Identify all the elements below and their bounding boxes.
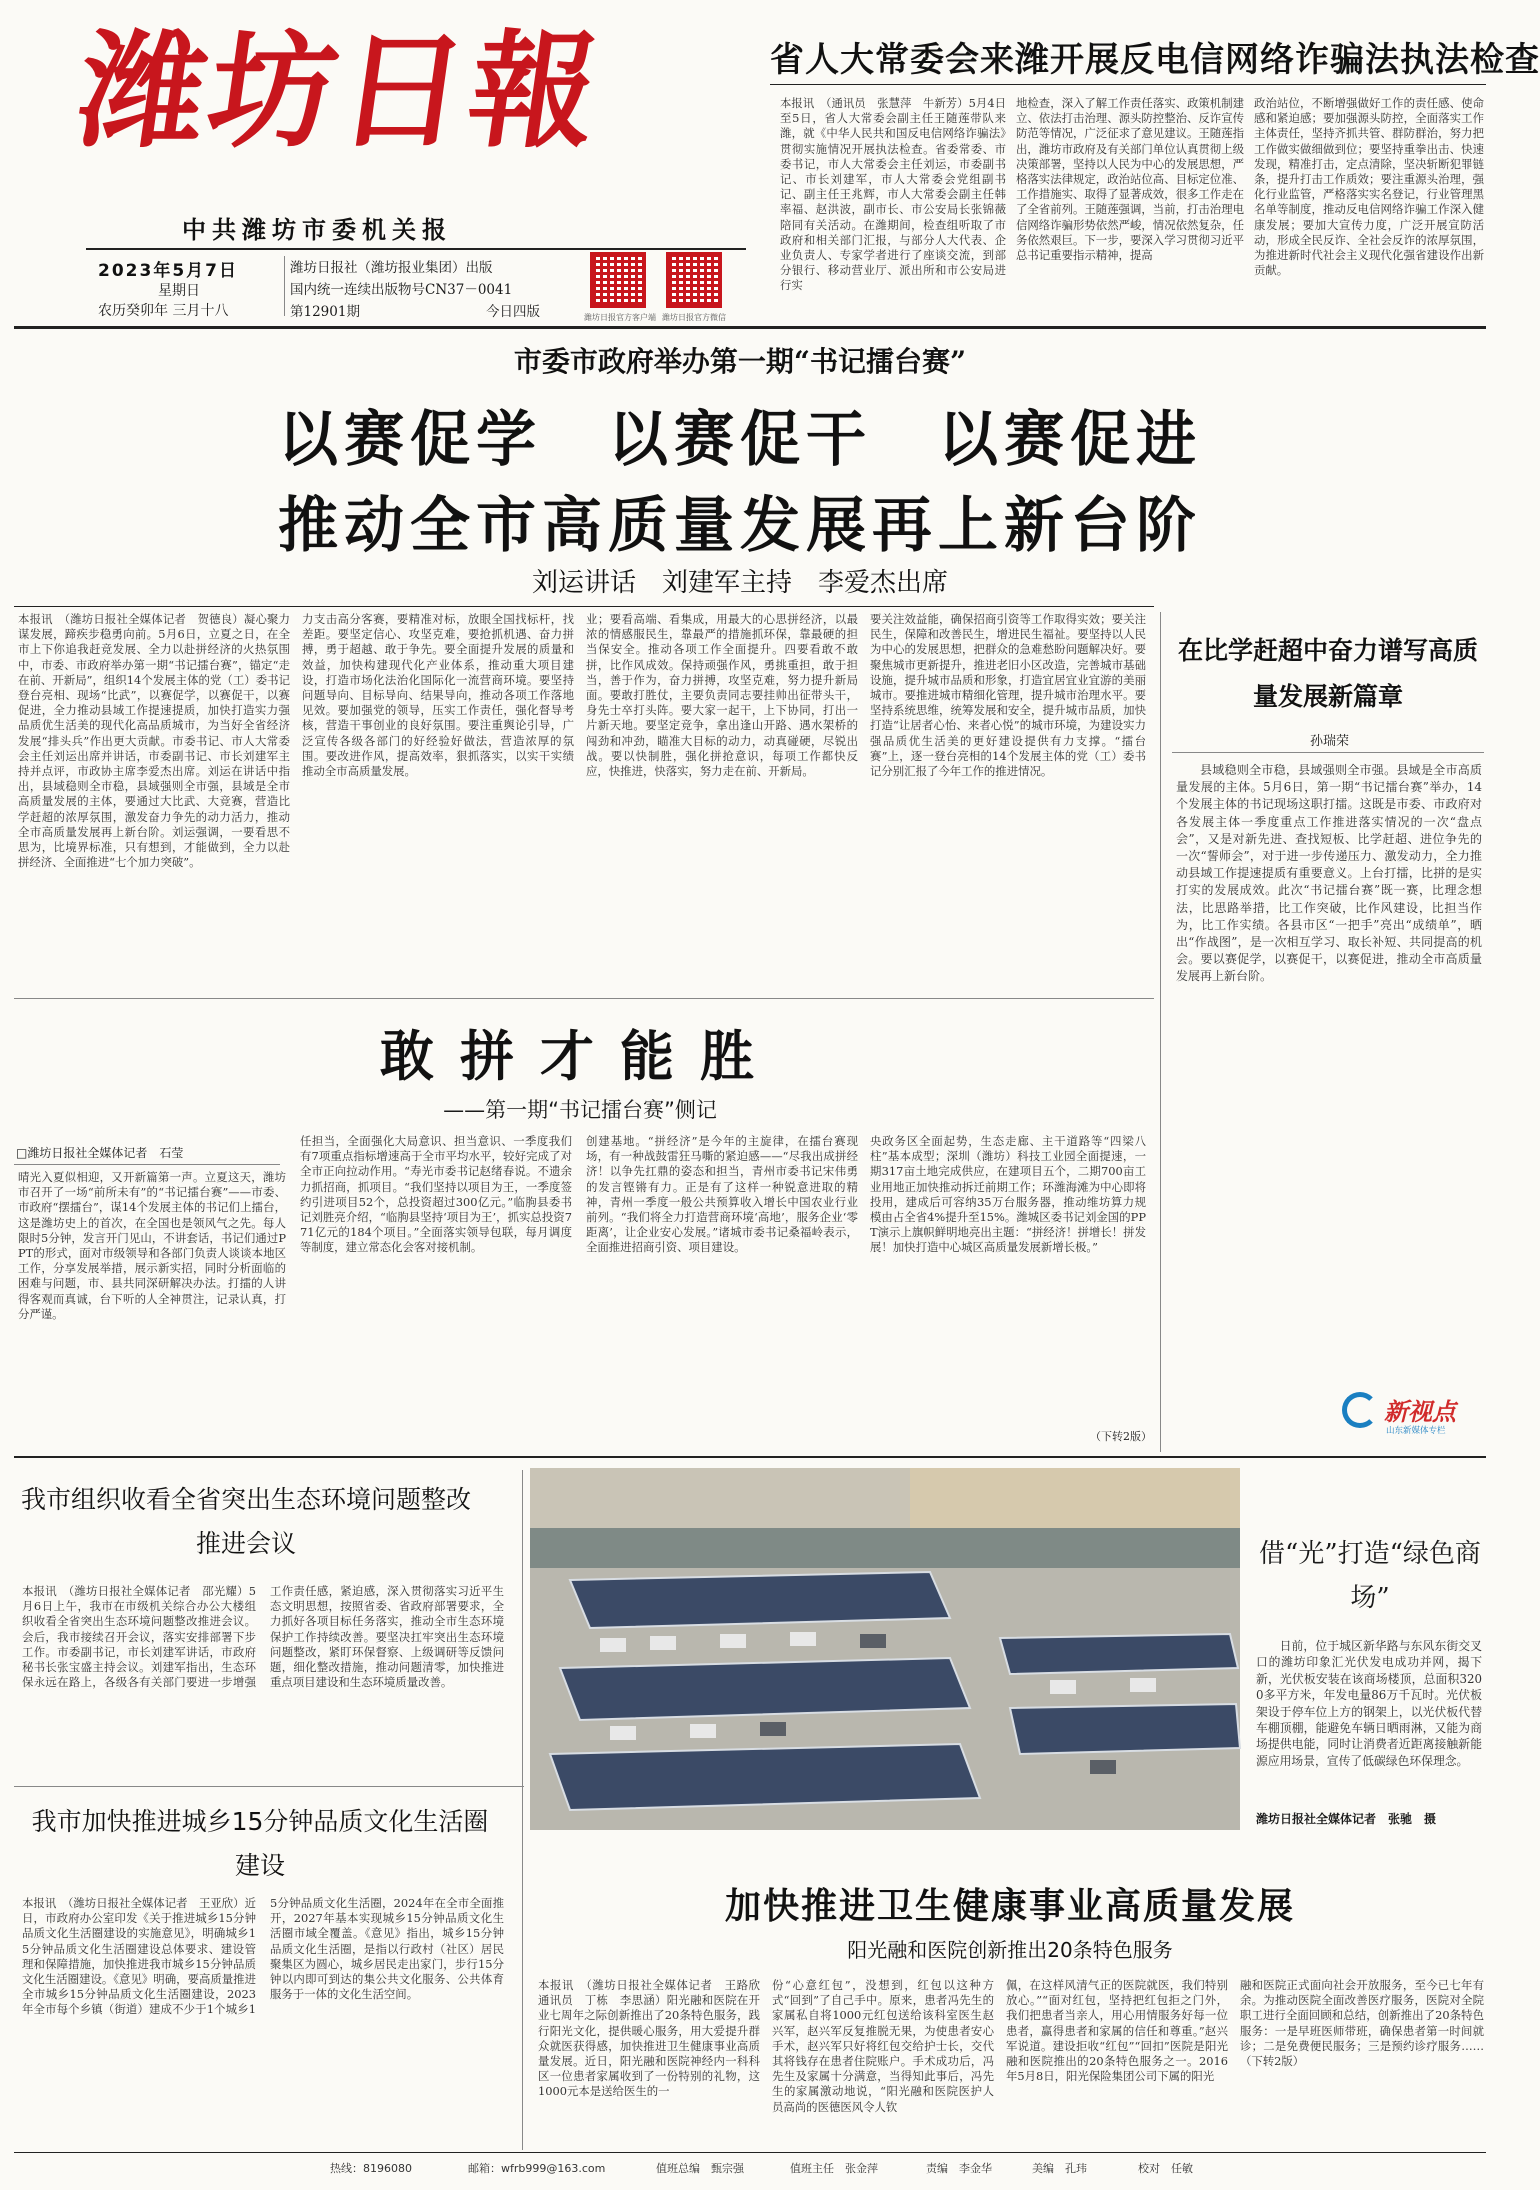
qr-code-wechat[interactable] [666, 252, 722, 308]
top-story-headline[interactable]: 省人大常委会来潍开展反电信网络诈骗法执法检查 [770, 40, 1540, 80]
culture-headline[interactable]: 我市加快推进城乡15分钟品质文化生活圈建设 [31, 1807, 489, 1880]
health-col-3: 佩，在这样风清气正的医院就医，我们特别放心。”“面对红包，坚持把红包拒之门外，我们把患者当亲人，用心用情服务好每一位患者，赢得患者和家属的信任和尊重。”赵兴军说道。建设拒收“红包”“回扣”医院是阳光融和医院推出的20条特色服务之一。2016年5月8日，阳光保险集团公司下属的阳光 [1006, 1978, 1228, 2084]
xinshidian-sub: 山东新媒体专栏 [1386, 1426, 1446, 1436]
commentary-headline[interactable]: 在比学赶超中奋力谱写高质量发展新篇章 [1177, 636, 1478, 711]
photo-caption: 日前，位于城区新华路与东风东街交叉口的潍坊印象汇光伏发电成功并网，揭下新，光伏板安装在该商场楼顶，总面积3200多平方米，年发电量86万千瓦时。光伏板架设于停车位上方的钢架上，以光伏板代替车棚顶棚，能避免车辆日晒雨淋，又能为商场提供电能，同时让消费者近距离接触新能源应用场景，宣传了低碳绿色环保理念。 [1256, 1639, 1482, 1768]
photo-credit: 潍坊日报社全媒体记者 张驰 摄 [1256, 1812, 1437, 1826]
commentary-text: 县域稳则全市稳，县域强则全市强。县域是全市高质量发展的主体。5月6日，第一期“书记擂台赛”举办，14个发展主体的书记现场这职打擂。这既是市委、市政府对各发展主体一季度重点工作推进落实情况的一次“盘点会”，又是对新先进、查找短板、比学赶超、进位争先的一次“誓师会”，对于进一步传递压力、激发动力，全力推动县域工作提速提质有重要意义。上台打擂，比拼的是实打实的发展成效。此次“书记擂台赛”既一赛，比理念想法，比思路举措，比工作突破，比作风建设，比担当作为，比工作实绩。各县市区“一把手”亮出“成绩单”，晒出“作战图”，是一次相互学习、取长补短、共同提高的机会。要以赛促学，以赛促干，以赛促进，推动全市高质量发展再上新台阶。 [1176, 763, 1482, 984]
top-story-col-1: 本报讯 （通讯员 张慧萍 牛新芳）5月4日至5日，省人大常委会副主任王随莲带队来潍，就《中华人民共和国反电信网络诈骗法》贯彻实施情况开展执法检查。省委常委、市委书记，市人大常委会主任刘运，市委副书记、市长刘建军，市人大常委会党组副书记、副主任王兆辉，市人大常委会副主任韩率福、赵洪波，副市长、市公安局长张锦薇陪同有关活动。在潍期间，检查组听取了市政府和相关部门汇报，与部分人大代表、企业负责人、专家学者进行了座谈交流，到部分银行、移动营业厅、派出所和市公安局进行实 [780, 96, 1006, 293]
lead-headline-line1[interactable]: 以赛促学 以赛促干 以赛促进 [278, 405, 1202, 475]
issue-number: 第12901期 [290, 304, 360, 320]
health-col-1: 本报讯 （潍坊日报社全媒体记者 王路欣 通讯员 丁栋 李思涵）阳光融和医院在开业七周年之际创新推出了20条特色服务，践行阳光文化，提供暖心服务，用大爱提升群众就医获得感，加快推进卫生健康事业高质量发展。近日，阳光融和医院神经内一科科区一位患者家属收到了一份特别的礼物，这1000元本是送给医生的一 [538, 1978, 772, 2099]
commentary-byline: 孙瑞荣 [1310, 734, 1350, 749]
footer-editor: 责编 李金华 [926, 2162, 992, 2175]
qr-caption-wechat: 潍坊日报官方微信 [662, 313, 726, 322]
xinshidian-logo: 新视点 [1384, 1398, 1456, 1426]
health-col-4: 融和医院正式面向社会开放服务，至今已七年有余。为推动医院全面改善医疗服务，医院对全院职工进行全面回顾和总结，创新推出了20条特色服务：一是早班医师带班，确保患者第一时间就诊；二是免费便民服务；三是预约诊疗服务……（下转2版） [1240, 1978, 1484, 2069]
issue-date: 2023年5月7日 [98, 261, 238, 281]
feature-col-3: 创建基地。“拼经济”是今年的主旋律，在擂台赛现场，有一种战鼓雷狂马嘶的紧迫感——“尽我出成拼经济！以争先扛鼎的姿态和担当，青州市委书记宋伟勇的发言铿锵有力。正是有了这样一种锐意进取的精神，青州一季度一般公共预算收入增长中国农业行业前列。“我们将全力打造营商环境‘高地’，服务企业‘零距离’，让企业安心发展。”诸城市委书记桑福岭表示，全面推进招商引资、项目建设。 [586, 1134, 858, 1255]
feature-byline: □潍坊日报社全媒体记者 石莹 [16, 1146, 184, 1160]
masthead-subtitle: 中共潍坊市委机关报 [182, 216, 452, 244]
health-col-2: 份“心意红包”，没想到，红包以这种方式“回到”了自己手中。原来，患者冯先生的家属私自将1000元红包送给该科室医生赵兴军，赵兴军反复推脱无果，为使患者安心手术，赵兴军只好将红包交给护士长，交代其将钱存在患者住院账户。手术成功后，冯先生及家属十分满意，当得知此事后，冯先生的家属激动地说，“阳光融和医院医护人员高尚的医德医风令人钦 [772, 1978, 994, 2114]
ecology-text: 本报讯 （潍坊日报社全媒体记者 邵光耀）5月6日上午，我市在市级机关综合办公大楼组织收看全省突出生态环境问题整改推进会议。会后，我市接续召开会议，落实安排部署下步工作。市委副书记，市长刘建军讲话，市政府秘书长张宝盛主持会议。刘建军指出，生态环保永远在路上，各级各有关部门要进一步增强工作责任感，紧迫感，深入贯彻落实习近平生态文明思想，按照省委、省政府部署要求，全力抓好各项目标任务落实，推动全市生态环境保护工作持续改善。要坚决扛牢突出生态环境问题整改，紧盯环保督察、上级调研等反馈问题，细化整改措施，推动问题清零，加快推进重点项目建设和生态环境质量改善。 [22, 1584, 504, 1690]
footer-designer: 美编 孔玮 [1032, 2162, 1087, 2175]
masthead [0, 0, 760, 322]
xinshidian-logo-icon [1342, 1392, 1378, 1428]
health-headline[interactable]: 加快推进卫生健康事业高质量发展 [724, 1886, 1295, 1927]
feature-col-1: 晴光入夏似相迎，又开新篇第一声。立夏这天，潍坊市召开了一场“前所未有”的“书记擂台赛”——市委、市政府“摆擂台”，谋14个发展主体的书记们上擂台，这是潍坊史上的首次，在全国也是领风气之先。每人限时5分钟，发言开门见山，不讲套话，书记们通过PPT的形式，面对市级领导和各部门负责人谈谈本地区工作，分享发展举措，展示新实招，同时分析面临的困难与问题，市、县共同深研解决办法。打擂的人讲得客观而真诚，台下听的人全神贯注，记录认真，打分严谨。 [18, 1170, 286, 1321]
ecology-headline[interactable]: 我市组织收看全省突出生态环境问题整改推进会议 [20, 1485, 471, 1558]
health-subhead: 阳光融和医院创新推出20条特色服务 [847, 1938, 1173, 1962]
qr-caption-app: 潍坊日报官方客户端 [584, 313, 656, 322]
footer-duty-chief: 值班总编 甄宗强 [656, 2162, 744, 2175]
qr-code-app[interactable] [590, 252, 646, 308]
top-story-col-3: 政治站位，不断增强做好工作的责任感、使命感和紧迫感；要加强源头防控，全面落实工作主体责任，坚持齐抓共管、群防群治，努力把工作做实做细做到位；要坚持重拳出击、快速发现，精准打击，定点清除，坚决斩断犯罪链条，提升打击工作质效；要注重源头治理，强化行业监管，严格落实实名登记，行业管理黑名单等制度，推动反电信网络诈骗工作深入健康发展；要加大宣传力度，广泛开展宣防活动，形成全民反诈、全社会反诈的浓厚氛围，为推进新时代社会主义现代化强省建设作出新贡献。 [1254, 96, 1484, 278]
lead-col-2: 力支击高分客赛，要精准对标，放眼全国找标杆，找差距。要坚定信心、攻坚克难，要抢抓机遇、奋力拼搏，勇于超越、敢于争先。要全面提升发展的质量和效益，加快构建现代化产业体系，推动重大项目建设，打造市场化法治化国际化一流营商环境。要坚持问题导向、目标导向、结果导向，推动各项工作落地见效。要加强党的领导，压实工作责任，强化督导考核，营造干事创业的良好氛围。要注重舆论引导，广泛宣传各级各部门的好经验好做法，营造浓厚的氛围。要改进作风，提高效率，狠抓落实，以实干实绩推动全市高质量发展。 [302, 612, 574, 779]
footer-duty-director: 值班主任 张金萍 [790, 2162, 878, 2175]
lead-subhead: 刘运讲话 刘建军主持 李爱杰出席 [531, 568, 948, 598]
feature-col-2: 任担当，全面强化大局意识、担当意识、一季度我们有7项重点指标增速高于全市平均水平，较好完成了对全市正向拉动作用。“寿光市委书记赵绪春说。不遗余力抓招商，抓项目。“我们坚持以项目为王，一季度签约引进项目52个，总投资超过300亿元。”临朐县委书记刘胜亮介绍，“临朐县坚持‘项目为王’，抓实总投资771亿元的184个项目。”全面落实领导包联，每月调度等制度，建立常态化会客对接机制。 [300, 1134, 572, 1255]
feature-col-4: 央政务区全面起势，生态走廊、主干道路等“四梁八柱”基本成型；深圳（潍坊）科技工业园全面提速，一期317亩土地完成供应，在建项目五个，二期700亩工业用地正加快推动拆迁前期工作；环潍海滩为中心即将投用，建成后可容纳35万台服务器，推动维坊算力规模由占全省4%提升至15%。潍城区委书记刘金国的PPT演示上旗帜鲜明地亮出主题：“拼经济！拼增长！拼发展！加快打造中心城区高质量发展新增长极。” [870, 1134, 1146, 1255]
lead-col-4: 要关注效益能，确保招商引资等工作取得实效；要关注民生，保障和改善民生，增进民生福祉。要坚持以人民为中心的发展思想，把群众的急难愁盼问题解决好。要聚焦城市更新提升，推进老旧小区改造，完善城市基础设施，提升城市品质和形象，打造宜居宜业宜游的美丽城市。要推进城市精细化管理，提升城市治理水平。要坚持系统思维，统筹发展和安全，提升城市品质，加快打造“让居者心怡、来者心悦”的城市环境，为建设实力强品质优生活美的更好建设提供有力支撑。“擂台赛”上，逐一登台亮相的14个发展主体的党（工）委书记分别汇报了今年工作的推进情况。 [870, 612, 1146, 779]
feature-headline[interactable]: 敢拼才能胜 [380, 1024, 780, 1088]
photo-feature-title[interactable]: 借“光”打造“绿色商场” [1259, 1539, 1481, 1613]
solar-parking-photo[interactable] [530, 1468, 1240, 1830]
footer-hotline: 热线：8196080 [330, 2162, 412, 2175]
culture-text: 本报讯 （潍坊日报社全媒体记者 王亚欣）近日，市政府办公室印发《关于推进城乡15分钟品质文化生活圈建设的实施意见》，明确城乡15分钟品质文化生活圈建设总体要求、建设管理和保障措施，加快推进我市城乡15分钟品质文化生活圈建设。《意见》明确，要高质量推进全市城乡15分钟品质文化生活圈建设，2023年全市每个乡镇（街道）建成不少于1个城乡15分钟品质文化生活圈，2024年在全市全面推开，2027年基本实现城乡15分钟品质文化生活圈市域全覆盖。《意见》指出，城乡15分钟品质文化生活圈，是指以行政村（社区）居民聚集区为圆心，城乡居民走出家门，步行15分钟以内即可到达的集公共文化服务、公共体育服务于一体的文化生活空间。 [22, 1896, 504, 2017]
footer-proofreader: 校对 任敏 [1138, 2162, 1193, 2175]
lead-col-3: 业；要看高端、看集成，用最大的心思拼经济，以最浓的情感服民生，靠最严的措施抓环保，靠最硬的担当保安全。推动各项工作全面提升。四要看敢不敢拼，比作风成效。保持顽强作风，勇挑重担，敢于担当，善于作为，奋力拼搏，攻坚克难，努力提升新局面。要敢打胜仗，主要负责同志要挂帅出征带头干，身先士卒打头阵。要大家一起干，上下协同，打出一片新天地。要坚定竞争，拿出逢山开路、遇水架桥的闯劲和冲劲，瞄准大目标的动力，动真碰硬，尽锐出战。要以快制胜，强化拼抢意识，每项工作都快反应，快推进，快落实，努力走在前、开新局。 [586, 612, 858, 779]
solar-parking-illustration [530, 1468, 1240, 1830]
lead-col-1: 本报讯 （潍坊日报社全媒体记者 贺德良）凝心聚力谋发展，蹄疾步稳勇向前。5月6日，立夏之日，在全市上下你追我赶竞发展、全力以赴拼经济的火热氛围中，市委、市政府举办第一期“书记擂台赛”，锚定“走在前、开新局”，组织14个发展主体的党（工）委书记登台亮相、现场“比武”，以赛促学，以赛促干，以赛促进，全力推动县域工作提速提质，加快打造实力强品质优生活美的现代化高品质城市，为当好全省经济发展“排头兵”作出更大贡献。市委书记、市人大常委会主任刘运出席并讲话，市委副书记、市长刘建军主持并点评，市政协主席李爱杰出席。刘运在讲话中指出，县域稳则全市稳，县域强则全市强，县域是全市高质量发展的主体，要通过大比武、大竞赛，营造比学赶超的浓厚氛围，激发奋力争先的动力活力，推动全市高质量发展再上新台阶。刘运强调，一要看思不思为，比境界标准，只有想到，才能做到，全力以赴拼经济、全面推进“七个加力突破”。 [18, 612, 290, 870]
lead-kicker: 市委市政府举办第一期“书记擂台赛” [513, 345, 967, 378]
issue-weekday: 星期日 [158, 283, 200, 299]
cn-number: 国内统一连续出版物号CN37－0041 [290, 282, 513, 298]
lunar-date: 农历癸卯年 三月十八 [98, 303, 229, 319]
feature-subhead: ——第一期“书记擂台赛”侧记 [443, 1098, 717, 1122]
top-story-col-2: 地检查，深入了解工作责任落实、政策机制建立、依法打击治理、源头防控整治、反诈宣传防范等情况，广泛征求了意见建议。王随莲指出，潍坊市政府及有关部门单位认真贯彻上级决策部署，坚持以人民为中心的发展思想，严格落实法律规定，政治站位高、目标定位准、工作措施实、取得了显著成效，很多工作走在了全省前列。王随莲强调，当前，打击治理电信网络诈骗形势依然严峻，情况依然复杂，任务依然艰巨。下一步，要深入学习贯彻习近平总书记重要指示精神，提高 [1016, 96, 1244, 263]
page-count: 今日四版 [486, 304, 540, 320]
feature-continued[interactable]: （下转2版） [1090, 1430, 1152, 1443]
footer-email[interactable]: 邮箱：wfrb999@163.com [468, 2162, 606, 2175]
newspaper-logo: 潍坊日報 [69, 17, 611, 165]
lead-headline-line2[interactable]: 推动全市高质量发展再上新台阶 [278, 491, 1202, 561]
publisher: 潍坊日报社（潍坊报业集团）出版 [290, 260, 493, 276]
